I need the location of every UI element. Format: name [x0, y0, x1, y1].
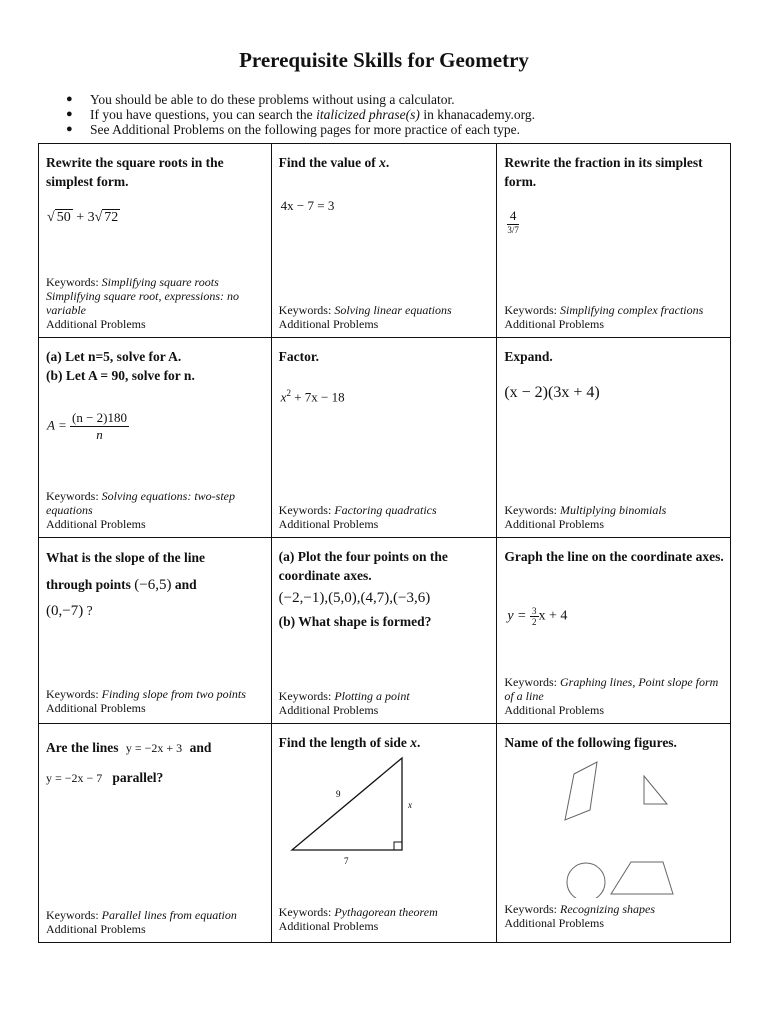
expression-rest: + 7x − 18 [290, 389, 345, 405]
line-equation-two: y = −2x − 7 [46, 771, 103, 785]
additional-problems-link[interactable]: Additional Problems [278, 317, 379, 331]
problem-prompt [279, 733, 491, 752]
keyword-link[interactable]: Simplifying complex fractions [560, 303, 704, 317]
prompt-line: What is the slope of the line [46, 550, 206, 565]
keyword-link[interactable]: Pythagorean theorem [334, 905, 438, 919]
problem-expression [47, 410, 129, 443]
cell-linear-equation [271, 144, 497, 338]
problem-prompt: Expand. [504, 349, 553, 364]
prompt-text: parallel? [112, 770, 164, 785]
cell-square-roots [39, 144, 272, 338]
keywords-label: Keywords: [504, 675, 560, 689]
problem-prompt: Rewrite the square roots in the simplest form. [46, 155, 224, 189]
cell-graph-line [497, 538, 731, 724]
keyword-link[interactable]: Factoring quadratics [334, 503, 437, 517]
additional-problems-link[interactable]: Additional Problems [46, 517, 146, 531]
instruction-item [66, 107, 535, 122]
expression-variable: x [280, 389, 287, 405]
instruction-list [66, 92, 535, 137]
prompt-text: . [385, 155, 390, 170]
keywords-label: Keywords: [278, 503, 335, 517]
prompt-line-a: (a) Let n=5, solve for A. [46, 349, 182, 364]
keywords-block [46, 275, 265, 331]
problem-prompt: Graph the line on the coordinate axes. [504, 549, 724, 564]
fraction-inner-numerator: 3 [507, 225, 512, 235]
keyword-link[interactable]: Finding slope from two points [101, 687, 246, 701]
problem-prompt [279, 547, 491, 631]
trapezoid-shape [611, 862, 673, 894]
keywords-label: Keywords: [504, 902, 560, 916]
fraction-numerator: 3 [532, 606, 537, 616]
problem-expression [281, 388, 345, 405]
hypotenuse-label: 9 [335, 789, 341, 799]
cell-factor [271, 338, 497, 538]
keyword-link[interactable]: Simplifying square root, expressions: no variable [46, 289, 239, 317]
keyword-link[interactable]: Multiplying binomials [560, 503, 667, 517]
keywords-block [504, 902, 724, 930]
problem-prompt [46, 738, 265, 788]
problem-prompt [46, 347, 265, 385]
additional-problems-link[interactable]: Additional Problems [504, 703, 604, 717]
point-two: (0,−7) [46, 603, 84, 619]
prompt-variable: x [410, 735, 418, 750]
additional-problems-link[interactable]: Additional Problems [504, 317, 604, 331]
keywords-block [504, 675, 724, 717]
cell-pythagorean [271, 724, 497, 943]
keyword-link[interactable]: Solving linear equations [334, 303, 452, 317]
expression-exponent: 2 [286, 388, 291, 398]
prompt-text: through points [46, 577, 131, 592]
keyword-link[interactable]: Recognizing shapes [560, 902, 655, 916]
point-one: (−6,5) [134, 577, 172, 593]
right-triangle-figure [286, 754, 416, 864]
keywords-block [46, 687, 265, 715]
additional-problems-link[interactable]: Additional Problems [278, 919, 379, 933]
side-x-label: x [407, 800, 412, 810]
keyword-link[interactable]: Simplifying square roots [101, 275, 219, 289]
keyword-link[interactable]: Plotting a point [334, 689, 410, 703]
keyword-link[interactable]: Solving equations: two-step equations [46, 489, 235, 517]
parallelogram-shape [565, 762, 597, 820]
keywords-block [279, 905, 491, 933]
prompt-part-b: (b) What shape is formed? [278, 614, 432, 629]
problem-grid [38, 143, 731, 943]
line-equation-one: y = −2x + 3 [125, 741, 183, 755]
keywords-label: Keywords: [46, 908, 102, 922]
cell-complex-fraction [497, 144, 731, 338]
problem-expression: $\frac{4}{3/7}$ [507, 208, 519, 235]
keywords-label: Keywords: [46, 687, 102, 701]
keywords-block [279, 303, 491, 331]
problem-prompt: Factor. [278, 349, 320, 364]
keywords-block [279, 689, 491, 717]
problem-expression [507, 606, 567, 627]
keywords-label: Keywords: [46, 275, 102, 289]
instruction-text: in khanacademy.org. [419, 107, 536, 122]
additional-problems-link[interactable]: Additional Problems [278, 517, 379, 531]
keywords-block [46, 908, 265, 936]
cell-plot-points [271, 538, 497, 724]
additional-problems-link[interactable]: Additional Problems [46, 701, 146, 715]
cell-parallel-lines [39, 724, 272, 943]
prompt-variable: x [379, 155, 386, 170]
keywords-label: Keywords: [504, 303, 560, 317]
keywords-label: Keywords: [504, 503, 560, 517]
keywords-label: Keywords: [46, 489, 102, 503]
problem-expression: √ 50 + 3√ 72 [47, 210, 119, 225]
additional-problems-link[interactable]: Additional Problems [504, 517, 604, 531]
keyword-link[interactable]: Graphing lines, Point slope form of a line [504, 675, 719, 703]
instruction-text: If you have questions, you can search the [90, 107, 317, 122]
additional-problems-link[interactable]: Additional Problems [278, 703, 379, 717]
keywords-block [504, 503, 724, 531]
circle-shape [567, 863, 605, 898]
cell-two-step-equation [39, 338, 272, 538]
fraction-numerator: (n − 2)180 [71, 410, 127, 425]
problem-prompt [279, 153, 491, 172]
equation-lhs: A = [47, 417, 67, 433]
keywords-block [279, 503, 491, 531]
prompt-text: Find the length of side [278, 735, 411, 750]
keywords-label: Keywords: [278, 303, 335, 317]
fraction-denominator: 2 [532, 617, 537, 627]
base-label: 7 [343, 856, 349, 864]
prompt-part-a: (a) Plot the four points on the coordinate axes. [278, 549, 448, 583]
keywords-block [504, 303, 724, 331]
page-title: Prerequisite Skills for Geometry [239, 48, 529, 72]
points-list: (−2,−1),(5,0),(4,7),(−3,6) [278, 590, 431, 606]
problem-prompt [46, 547, 265, 622]
fraction-numerator: 4 [507, 208, 519, 225]
cell-expand [497, 338, 731, 538]
keywords-label: Keywords: [278, 689, 335, 703]
additional-problems-link[interactable]: Additional Problems [46, 317, 146, 331]
problem-expression: 4x − 7 = 3 [280, 198, 335, 213]
prompt-text: and [174, 577, 197, 592]
prompt-line-b: (b) Let A = 90, solve for n. [46, 368, 195, 383]
fraction-inner-denominator: 7 [514, 225, 519, 235]
right-triangle-shape [644, 776, 667, 804]
equation-lhs: y = [507, 608, 530, 624]
problem-prompt: Name of the following figures. [504, 735, 677, 750]
instruction-item: ● See Additional Problems on the following pages for more practice of each type. [66, 122, 535, 137]
keywords-label: Keywords: [278, 905, 335, 919]
shape-figures [537, 758, 687, 898]
prompt-text: and [189, 740, 212, 755]
right-triangle [292, 758, 402, 850]
cell-name-figures [497, 724, 731, 943]
question-mark: ? [86, 603, 93, 618]
additional-problems-link[interactable]: Additional Problems [504, 916, 604, 930]
keywords-block [46, 489, 265, 531]
prompt-text: . [417, 735, 421, 750]
keyword-link[interactable]: Parallel lines from equation [101, 908, 237, 922]
problem-prompt: Rewrite the fraction in its simplest form. [504, 155, 703, 189]
additional-problems-link[interactable]: Additional Problems [46, 922, 146, 936]
right-angle-marker [394, 842, 402, 850]
fraction-denominator: n [96, 427, 103, 442]
cell-slope [39, 538, 272, 724]
prompt-text: Are the lines [46, 740, 119, 755]
prompt-text: Find the value of [278, 155, 380, 170]
problem-expression: (x − 2)(3x + 4) [504, 384, 600, 401]
instruction-item: ● You should be able to do these problems without using a calculator. [66, 92, 535, 107]
instruction-italic-text: italicized phrase(s) [316, 107, 420, 122]
equation-rhs: x + 4 [538, 608, 568, 624]
